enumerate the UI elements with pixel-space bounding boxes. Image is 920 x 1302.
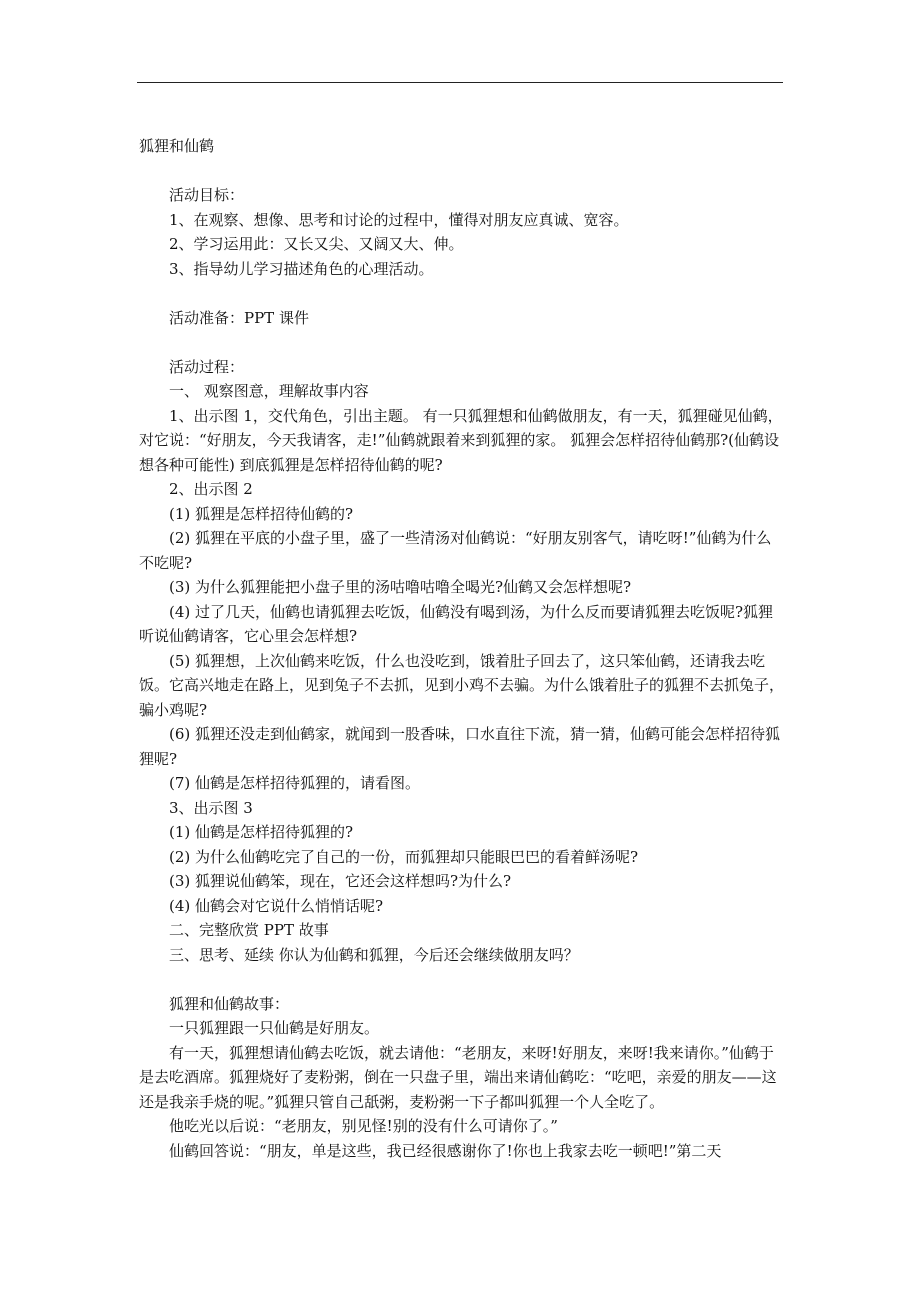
story-paragraph: 一只狐狸跟一只仙鹤是好朋友。 [169,1019,380,1037]
process-question: (4) 仙鹤会对它说什么悄悄话呢? [169,896,384,915]
process-question: (3) 为什么狐狸能把小盘子里的汤咕噜咕噜全喝光?仙鹤又会怎样想呢? [169,578,632,596]
story-paragraph: 仙鹤回答说：“朋友，单是这些，我已经很感谢你了!你也上我家去吃一顿吧!”第二天 [169,1141,722,1160]
process-step: 1、出示图 1，交代角色，引出主题。 有一只狐狸想和仙鹤做朋友，有一天，狐狸碰见仙鹤，对它说：“好朋友，今天我请客，走!”仙鹤就跟着来到狐狸的家。 狐狸会怎样招待仙鹤那?(仙鹤设想各种可能性) 到底狐狸是怎样招待仙鹤的呢? [139,406,783,474]
objective-item: 2、学习运用此：又长又尖、又阔又大、伸。 [169,235,464,253]
process-question: (7) 仙鹤是怎样招待狐狸的，请看图。 [169,774,421,792]
objective-item: 3、指导幼儿学习描述角色的心理活动。 [169,259,434,278]
document-body [139,134,785,1163]
process-question: (2) 狐狸在平底的小盘子里，盛了一些清汤对仙鹤说：“好朋友别客气，请吃呀!”仙鹤为什么不吃呢? [139,529,772,572]
process-step: 一、 观察图意，理解故事内容 [169,382,369,400]
spacer [139,281,785,306]
objectives-heading: 活动目标： [169,186,245,204]
spacer [139,159,785,184]
header-rule [137,82,783,83]
process-heading: 活动过程： [169,357,245,376]
process-step: 二、完整欣赏 PPT 故事 [169,921,329,939]
document-title: 狐狸和仙鹤 [139,137,215,155]
process-question: (1) 仙鹤是怎样招待狐狸的? [169,823,354,841]
process-question: (1) 狐狸是怎样招待仙鹤的? [169,504,354,523]
process-question: (2) 为什么仙鹤吃完了自己的一份，而狐狸却只能眼巴巴的看着鲜汤呢? [169,847,639,866]
process-question: (6) 狐狸还没走到仙鹤家，就闻到一股香味，口水直往下流，猜一猜，仙鹤可能会怎样招待狐狸呢? [139,725,781,768]
story-paragraph: 有一天，狐狸想请仙鹤去吃饭，就去请他：“老朋友，来呀!好朋友，来呀!我来请你。”仙鹤于是去吃酒席。狐狸烧好了麦粉粥，倒在一只盘子里，端出来请仙鹤吃：“吃吧，亲爱的朋友——这还是我亲手烧的呢。”狐狸只管自己舐粥，麦粉粥一下子都叫狐狸一个人全吃了。 [139,1043,777,1111]
objective-item: 1、在观察、想像、思考和讨论的过程中，懂得对朋友应真诚、宽容。 [169,210,629,229]
spacer [139,967,785,992]
process-step: 3、出示图 3 [169,798,253,817]
process-question: (5) 狐狸想，上次仙鹤来吃饭，什么也没吃到，饿着肚子回去了，这只笨仙鹤，还请我去吃饭。它高兴地走在路上，见到兔子不去抓，见到小鸡不去骗。为什么饿着肚子的狐狸不去抓兔子，骗小鸡呢? [139,651,785,719]
preparation-line: 活动准备：PPT 课件 [169,308,309,327]
process-step: 2、出示图 2 [169,480,253,498]
process-step: 三、思考、延续 你认为仙鹤和狐狸，今后还会继续做朋友吗？ [169,945,579,964]
story-heading: 狐狸和仙鹤故事： [169,994,290,1013]
spacer [139,330,785,355]
process-question: (3) 狐狸说仙鹤笨，现在，它还会这样想吗?为什么? [169,872,512,890]
story-paragraph: 他吃光以后说：“老朋友，别见怪!别的没有什么可请你了。” [169,1117,558,1135]
process-question: (4) 过了几天，仙鹤也请狐狸去吃饭，仙鹤没有喝到汤，为什么反而要请狐狸去吃饭呢?狐狸听说仙鹤请客，它心里会怎样想? [139,602,774,645]
